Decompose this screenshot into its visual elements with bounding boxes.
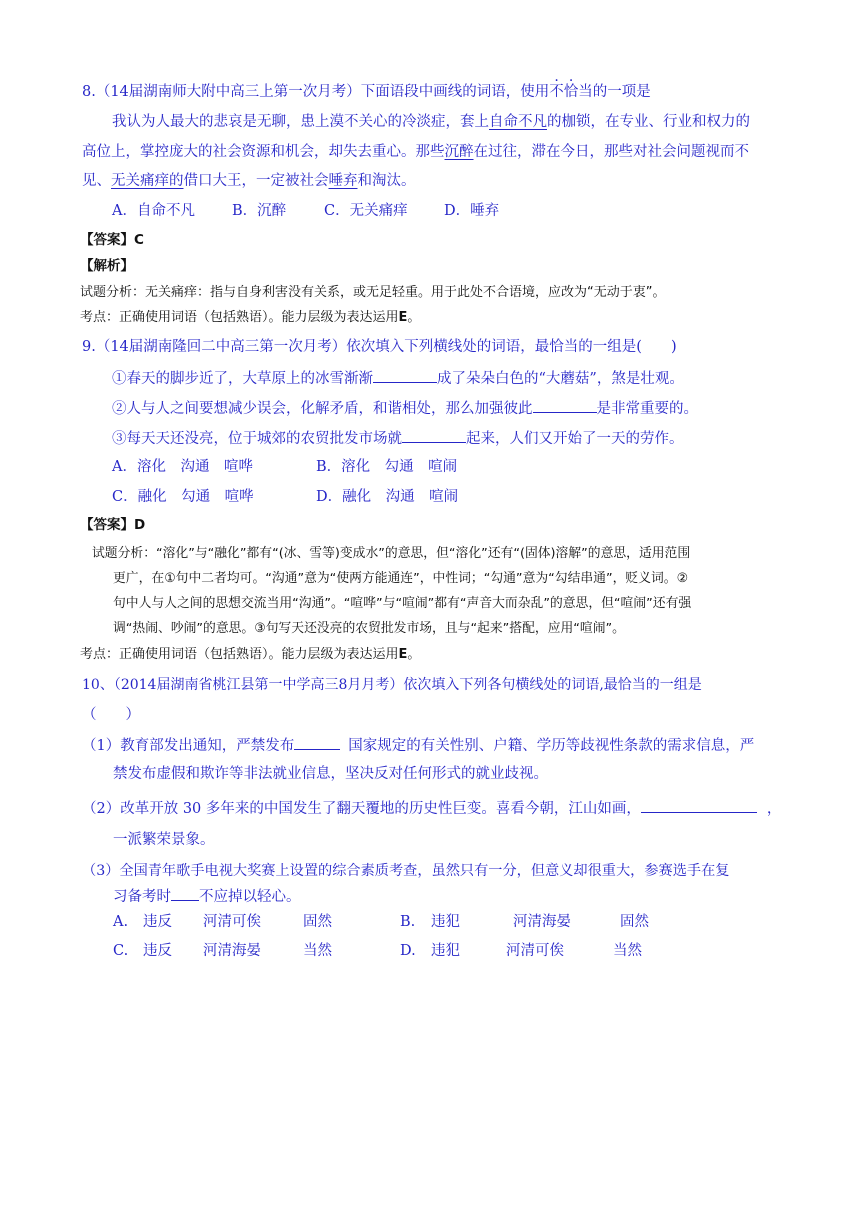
q10-option-b-word-1: 违犯 xyxy=(431,914,460,930)
q10-sentence-3-cont: 习备考时 不应掉以轻心。 xyxy=(113,886,301,907)
q10-option-b-word-2: 河清海晏 xyxy=(513,914,571,930)
q10-option-d-word-3: 当然 xyxy=(613,943,642,959)
q10-option-a-word-3: 固然 xyxy=(303,914,332,930)
q10-stem-line-2: （ ） xyxy=(82,707,140,723)
q9-option-b: B．溶化 勾通 喧闹 xyxy=(316,459,458,475)
q10-option-d-letter: D. xyxy=(400,943,416,959)
q8-passage-line-2: 高位上，掌控庞大的社会资源和机会，却失去重心。那些沉醉在过往，滞在今日，那些对社会问题视而不 xyxy=(82,144,749,160)
q9-sentence-2: ②人与人之间要想减少误会，化解矛盾，和谐相处，那么加强彼此 是非常重要的。 xyxy=(112,398,698,419)
q8-analysis-label: 【解析】 xyxy=(80,258,134,274)
q8-analysis: 试题分析：无关痛痒：指与自身利害没有关系，或无足轻重。用于此处不合语境，应改为“无动于衷”。 xyxy=(80,285,666,300)
q10-sentence-2-cont: 一派繁荣景象。 xyxy=(113,832,215,848)
q8-point: 考点：正确使用词语（包括熟语）。能力层级为表达运用E。 xyxy=(80,310,421,325)
q10-option-c-word-3: 当然 xyxy=(303,943,332,959)
q8-passage-line-3: 见、无关痛痒的借口大王，一定被社会唾弃和淘汰。 xyxy=(82,173,416,189)
q8-answer: 【答案】C xyxy=(80,232,144,248)
q9-analysis-line-4: 调“热闹、吵闹”的意思。③句写天还没亮的农贸批发市场，且与“起来”搭配，应用“喧闹”。 xyxy=(113,621,625,636)
q8-passage-line-1: 我认为人最大的悲哀是无聊，患上漠不关心的冷淡症，套上自命不凡的枷锁，在专业、行业和权力的 xyxy=(112,114,750,130)
q8-option-c: C．无关痛痒 xyxy=(324,203,408,219)
q10-option-a-word-1: 违反 xyxy=(143,914,172,930)
q9-sentence-3: ③每天天还没亮，位于城郊的农贸批发市场就 起来，人们又开始了一天的劳作。 xyxy=(112,428,684,449)
q10-option-d-word-1: 违犯 xyxy=(431,943,460,959)
q10-sentence-1: （1）教育部发出通知，严禁发布 国家规定的有关性别、户籍、学历等歧视性条款的需求信息，严 xyxy=(82,735,754,756)
q10-sentence-3: （3）全国青年歌手电视大奖赛上设置的综合素质考查，虽然只有一分，但意义却很重大，参赛选手在复 xyxy=(82,863,730,879)
q9-analysis-line-3: 句中人与人之间的思想交流当用“沟通”。“喧哗”与“喧闹”都有“声音大而杂乱”的意思，但“喧闹”还有强 xyxy=(113,596,692,611)
q10-option-d-word-2: 河清可俟 xyxy=(506,943,564,959)
q9-option-d: D．融化 沟通 喧闹 xyxy=(316,489,459,505)
q9-point: 考点：正确使用词语（包括熟语）。能力层级为表达运用E。 xyxy=(80,647,421,662)
q10-sentence-1-cont: 禁发布虚假和欺诈等非法就业信息，坚决反对任何形式的就业歧视。 xyxy=(113,766,548,782)
q9-analysis-line-1: 试题分析：“溶化”与“融化”都有“(冰、雪等)变成水”的意思，但“溶化”还有“(固体)溶解”的意思，适用范围 xyxy=(92,546,691,561)
q9-blank-1 xyxy=(373,368,437,383)
q8-option-a: A．自命不凡 xyxy=(112,203,195,219)
q9-sentence-1: ①春天的脚步近了，大草原上的冰雪渐渐 成了朵朵白色的“大蘑菇”，煞是壮观。 xyxy=(112,368,684,389)
q8-option-d: D．唾弃 xyxy=(444,203,500,219)
q8-stem: 8.（14届湖南师大附中高三上第一次月考）下面语段中画线的词语，使用不恰当的一项是 xyxy=(82,84,651,100)
q9-option-a: A．溶化 沟通 喧哗 xyxy=(112,459,253,475)
q10-option-c-word-1: 违反 xyxy=(143,943,172,959)
q10-stem-line-1: 10、（2014届湖南省桃江县第一中学高三8月月考）依次填入下列各句横线处的词语,最恰当的一组是 xyxy=(82,677,702,693)
q10-sentence-2: （2）改革开放 30 多年来的中国发生了翻天覆地的历史性巨变。喜看今朝，江山如画， ， xyxy=(82,798,781,819)
q8-option-b: B．沉醉 xyxy=(232,203,287,219)
q10-option-b-letter: B. xyxy=(400,914,416,930)
q10-blank-3 xyxy=(171,886,199,901)
q9-blank-2 xyxy=(533,398,597,413)
q10-option-a-letter: A. xyxy=(113,914,129,930)
q9-blank-3 xyxy=(402,428,466,443)
q9-stem: 9.（14届湖南隆回二中高三第一次月考）依次填入下列横线处的词语，最恰当的一组是( ) xyxy=(82,339,677,355)
q9-analysis-line-2: 更广，在①句中二者均可。“沟通”意为“使两方能通连”，中性词；“勾通”意为“勾结串通”，贬义词。② xyxy=(113,571,689,586)
q10-option-a-word-2: 河清可俟 xyxy=(203,914,261,930)
q10-option-c-letter: C. xyxy=(113,943,129,959)
q9-option-c: C．融化 勾通 喧哗 xyxy=(112,489,254,505)
q10-option-b-word-3: 固然 xyxy=(620,914,649,930)
q10-option-c-word-2: 河清海晏 xyxy=(203,943,261,959)
q9-answer: 【答案】D xyxy=(80,517,146,533)
q10-blank-2 xyxy=(641,798,757,813)
q10-blank-1 xyxy=(294,735,340,750)
